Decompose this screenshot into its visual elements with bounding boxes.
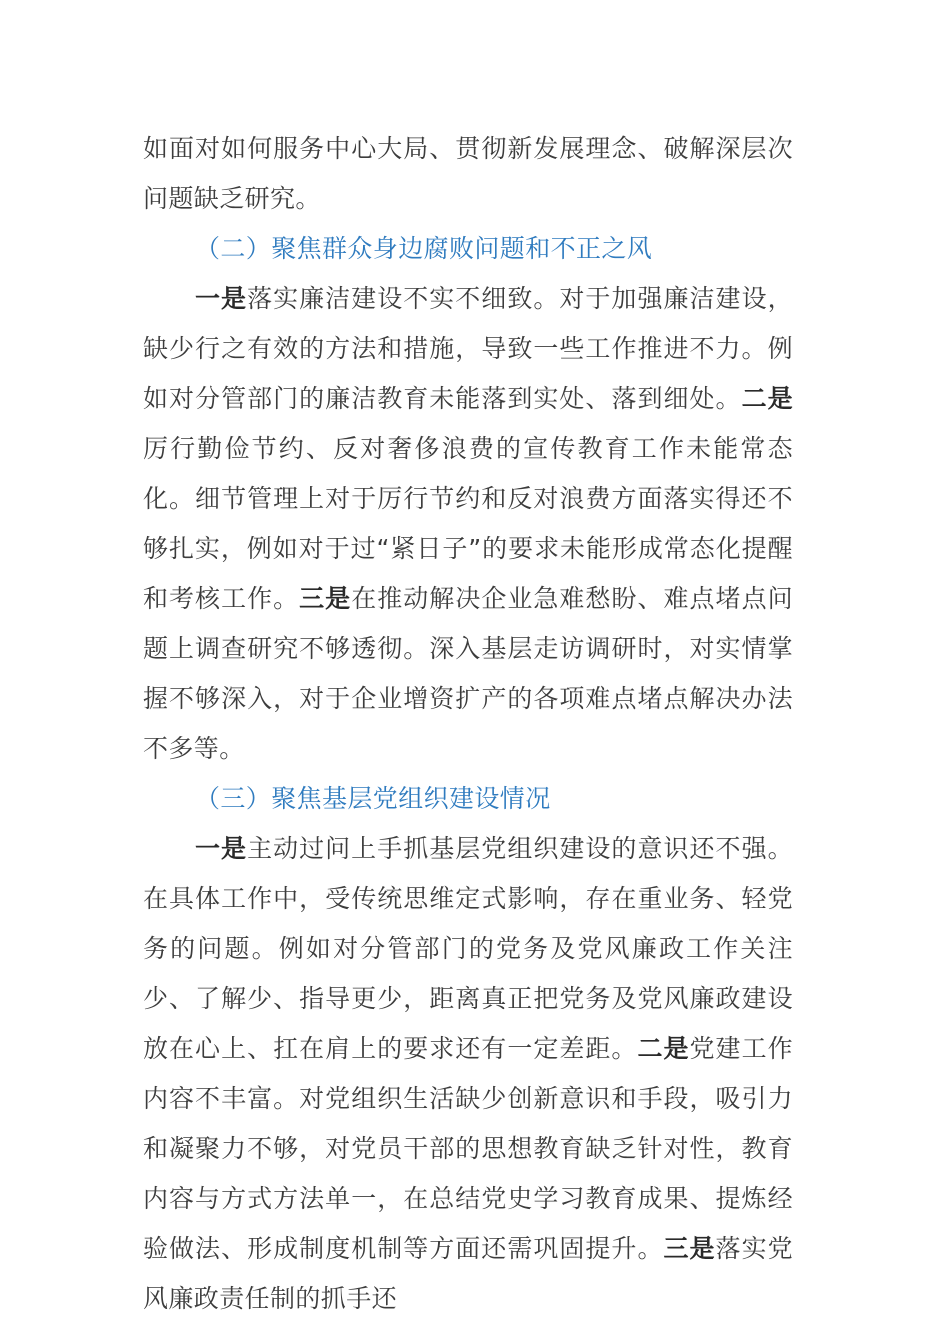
- paragraph-continuation: 如面对如何服务中心大局、贯彻新发展理念、破解深层次问题缺乏研究。: [143, 134, 793, 213]
- paragraph-section-3: [143, 824, 793, 1324]
- point-text-2: 厉行勤俭节约、反对奢侈浪费的宣传教育工作未能常态化。细节管理上对于厉行节约和反对浪费方面落实得还不够扎实，例如对于过“紧日子”的要求未能形成常态化提醒和考核工作。: [143, 434, 793, 613]
- point-text-2: 党建工作内容不丰富。对党组织生活缺少创新意识和手段，吸引力和凝聚力不够，对党员干部的思想教育缺乏针对性，教育内容与方式方法单一，在总结党史学习教育成果、提炼经验做法、形成制度机制等方面还需巩固提升。: [143, 1034, 793, 1263]
- section-heading-3: （三）聚焦基层党组织建设情况: [195, 784, 551, 813]
- point-label-3: 三是: [299, 584, 352, 613]
- paragraph-section-2: [143, 274, 793, 774]
- point-label-2: 二是: [741, 384, 793, 413]
- point-text-1: 主动过问上手抓基层党组织建设的意识还不强。在具体工作中，受传统思维定式影响，存在重业务、轻党务的问题。例如对分管部门的党务及党风廉政工作关注少、了解少、指导更少，距离真正把党务及党风廉政建设放在心上、扛在肩上的要求还有一定差距。: [143, 834, 793, 1063]
- point-text-3: 在推动解决企业急难愁盼、难点堵点问题上调查研究不够透彻。深入基层走访调研时，对实情掌握不够深入，对于企业增资扩产的各项难点堵点解决办法不多等。: [143, 584, 793, 763]
- point-label-2: 二是: [637, 1034, 690, 1063]
- point-label-1: 一是: [195, 284, 248, 313]
- point-text-3: 落实党风廉政责任制的抓手还: [143, 1234, 793, 1313]
- point-text-1: 落实廉洁建设不实不细致。对于加强廉洁建设，缺少行之有效的方法和措施，导致一些工作推进不力。例如对分管部门的廉洁教育未能落到实处、落到细处。: [143, 284, 793, 413]
- point-label-1: 一是: [195, 834, 248, 863]
- section-heading-2: （二）聚焦群众身边腐败问题和不正之风: [195, 234, 653, 263]
- document-body: [143, 124, 793, 1324]
- point-label-3: 三是: [663, 1234, 716, 1263]
